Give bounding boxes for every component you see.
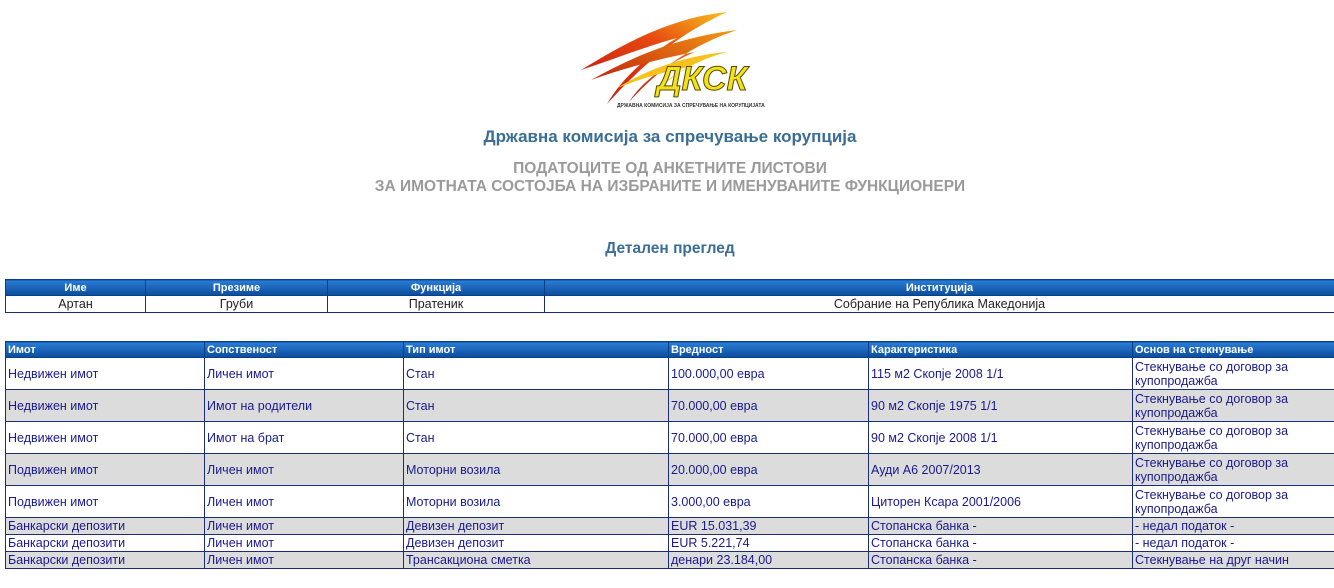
asset-cell: Подвижен имот [6,454,205,486]
report-subtitle-line1: ПОДАТОЦИТЕ ОД АНКЕТНИТЕ ЛИСТОВИ [513,160,827,177]
ownership-cell: Имот на брат [205,422,404,454]
value-cell: EUR 15.031,39 [669,518,869,535]
asset-type-cell: Моторни возила [404,454,669,486]
value-cell: 70.000,00 евра [669,422,869,454]
characteristic-cell: 115 м2 Скопје 2008 1/1 [869,358,1133,390]
col-header-last-name: Презиме [146,280,328,296]
report-subtitle [0,160,1334,196]
acquisition-cell: Стекнување со договор за купопродажба [1133,390,1334,422]
asset-cell: Банкарски депозити [6,535,205,552]
col-header-acquisition: Основ на стекнување [1133,342,1334,358]
official-table-header [6,280,1334,296]
table-row [6,535,1334,552]
table-row [6,390,1334,422]
official-table [5,279,1334,313]
asset-cell: Подвижен имот [6,486,205,518]
characteristic-cell: Стопанска банка - [869,552,1133,569]
asset-type-cell: Стан [404,390,669,422]
acquisition-cell: - недал податок - [1133,535,1334,552]
table-row [6,358,1334,390]
characteristic-cell: Стопанска банка - [869,518,1133,535]
asset-cell: Недвижен имот [6,422,205,454]
acquisition-cell: Стекнување со договор за купопродажба [1133,358,1334,390]
col-header-function: Функција [328,280,545,296]
asset-cell: Банкарски депозити [6,552,205,569]
ownership-cell: Личен имот [205,454,404,486]
dksk-logo [577,8,765,112]
logo-caption: ДРЖАВНА КОМИСИЈА ЗА СПРЕЧУВАЊЕ НА КОРУПЦИЈАТА [617,103,765,109]
asset-type-cell: Стан [404,358,669,390]
col-header-characteristic: Карактеристика [869,342,1133,358]
col-header-asset: Имот [6,342,205,358]
ownership-cell: Личен имот [205,486,404,518]
asset-type-cell: Девизен депозит [404,535,669,552]
ownership-cell: Личен имот [205,552,404,569]
asset-cell: Недвижен имот [6,390,205,422]
assets-table-header [6,342,1334,358]
first-name-cell: Артан [6,296,146,313]
org-title: Државна комисија за спречување корупција [483,127,857,146]
acquisition-cell: Стекнување на друг начин [1133,552,1334,569]
report-subtitle-line2: ЗА ИМОТНАТА СОСТОЈБА НА ИЗБРАНИТЕ И ИМЕНУВАНИТЕ ФУНКЦИОНЕРИ [374,178,966,195]
table-row [6,552,1334,569]
asset-cell: Банкарски депозити [6,518,205,535]
asset-type-cell: Стан [404,422,669,454]
acquisition-cell: Стекнување со договор за купопродажба [1133,486,1334,518]
characteristic-cell: Циторен Ксара 2001/2006 [869,486,1133,518]
asset-type-cell: Девизен депозит [404,518,669,535]
asset-type-cell: Трансакциона сметка [404,552,669,569]
value-cell: 3.000,00 евра [669,486,869,518]
characteristic-cell: 90 м2 Скопје 2008 1/1 [869,422,1133,454]
value-cell: денари 23.184,00 [669,552,869,569]
ownership-cell: Личен имот [205,358,404,390]
acquisition-cell: Стекнување со договор за купопродажба [1133,422,1334,454]
col-header-ownership: Сопственост [205,342,404,358]
ownership-cell: Личен имот [205,535,404,552]
function-cell: Пратеник [328,296,545,313]
table-row [6,422,1334,454]
table-row [6,518,1334,535]
acquisition-cell: - недал податок - [1133,518,1334,535]
value-cell: 70.000,00 евра [669,390,869,422]
value-cell: 20.000,00 евра [669,454,869,486]
table-row [6,454,1334,486]
logo-text: ДКСК [657,60,748,98]
col-header-first-name: Име [6,280,146,296]
value-cell: EUR 5.221,74 [669,535,869,552]
characteristic-cell: Ауди А6 2007/2013 [869,454,1133,486]
assets-table [5,341,1334,569]
characteristic-cell: 90 м2 Скопје 1975 1/1 [869,390,1133,422]
institution-cell: Собрание на Република Македонија [545,296,1334,313]
ownership-cell: Личен имот [205,518,404,535]
acquisition-cell: Стекнување со договор за купопродажба [1133,454,1334,486]
col-header-value: Вредност [669,342,869,358]
asset-cell: Недвижен имот [6,358,205,390]
col-header-asset-type: Тип имот [404,342,669,358]
characteristic-cell: Стопанска банка - [869,535,1133,552]
official-row [6,296,1334,313]
ownership-cell: Имот на родители [205,390,404,422]
value-cell: 100.000,00 евра [669,358,869,390]
detail-title: Детален преглед [605,240,735,257]
asset-type-cell: Моторни возила [404,486,669,518]
col-header-institution: Институција [545,280,1334,296]
last-name-cell: Груби [146,296,328,313]
table-row [6,486,1334,518]
